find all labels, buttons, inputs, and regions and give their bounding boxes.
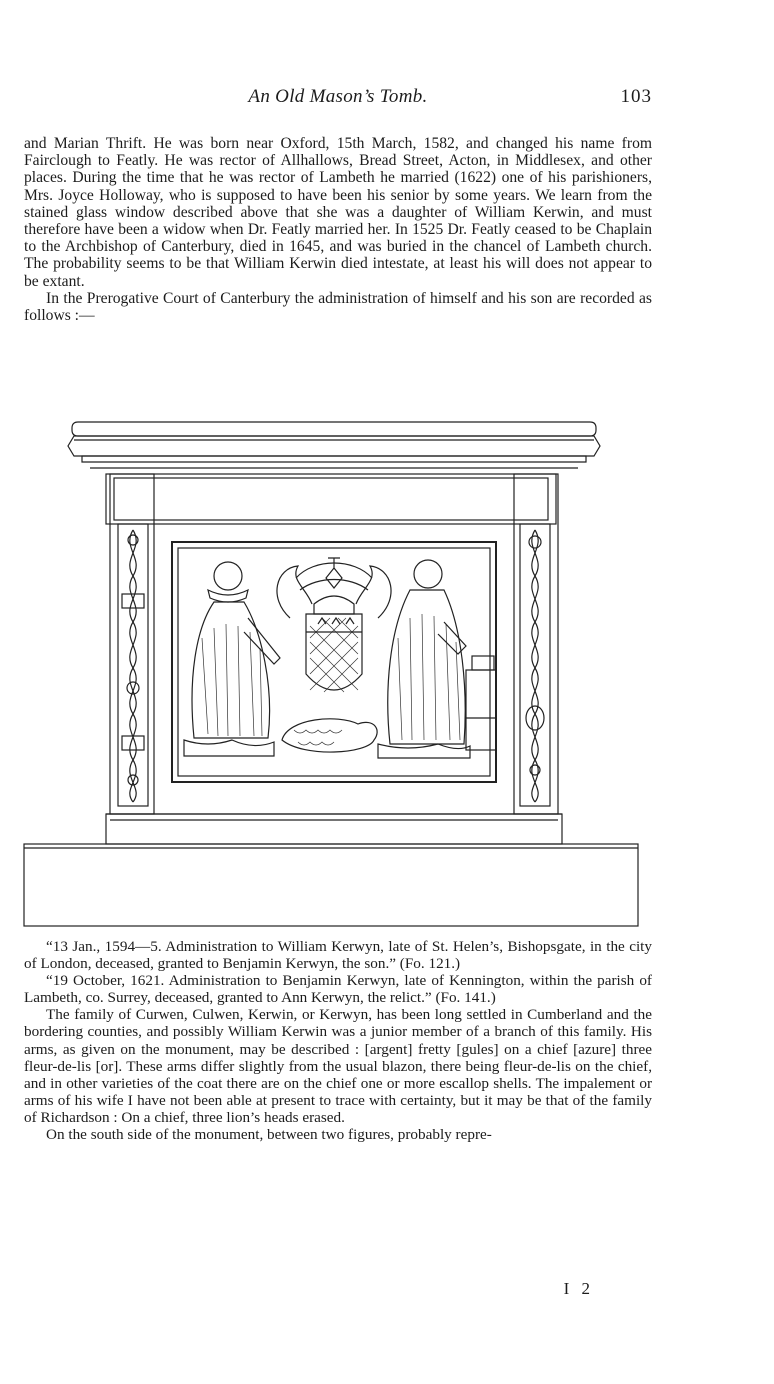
tomb-illustration bbox=[18, 418, 642, 930]
administration-record-1: “13 Jan., 1594—5. Administration to William Kerwyn, late of St. Helen’s, Bishopsgate, in the city of London, deceased, granted to Benjamin Kerwyn, the son.” (Fo. 121.) bbox=[24, 938, 652, 973]
top-text-block bbox=[24, 135, 652, 324]
paragraph-continued: and Marian Thrift. He was born near Oxford, 15th March, 1582, and changed his name from Fairclough to Featly. He was rector of Allhallows, Bread Street, Acton, in Middlesex, and other places. During the time that he was rector of Lambeth he married (1622) one of his parishioners, Mrs. Joyce Holloway, who is supposed to have been his senior by some years. We learn from the stained glass window described above that she was a daughter of William Kerwin, and must therefore have been a widow when Dr. Featly married her. In 1525 Dr. Featly ceased to be Chaplain to the Archbishop of Canterbury, died in 1645, and was buried in the chancel of Lambeth church. The probability seems to be that William Kerwin died intestate, at least his will does not appear to be extant. bbox=[24, 135, 652, 290]
paragraph-kerwin-family: The family of Curwen, Culwen, Kerwin, or Kerwyn, has been long settled in Cumberland and the bordering counties, and possibly William Kerwin was a junior member of a branch of this family. His arms, as given on the monument, may be described : [argent] fretty [gules] on a chief [azure] three fleur-de-lis [or]. These arms differ slightly from the usual blazon, there being fleur-de-lis on the chief, and in other varieties of the coat there are on the chief one or more escallop shells. The impalement or arms of his wife I have not been able at present to trace with certainty, but it may be that of the family of Richardson : On a chief, three lion’s heads erased. bbox=[24, 1006, 652, 1126]
tomb-engraving-svg bbox=[18, 418, 642, 930]
administration-record-2: “19 October, 1621. Administration to Benjamin Kerwyn, late of Kennington, within the parish of Lambeth, co. Surrey, deceased, granted to Ann Kerwyn, the relict.” (Fo. 141.) bbox=[24, 972, 652, 1007]
bottom-text-block bbox=[24, 938, 652, 1143]
running-title: An Old Mason’s Tomb. bbox=[248, 86, 428, 107]
page-number: 103 bbox=[620, 86, 652, 107]
paragraph-prerogative-court: In the Prerogative Court of Canterbury the administration of himself and his son are recorded as follows :— bbox=[24, 289, 652, 325]
signature-mark: I 2 bbox=[563, 1279, 594, 1298]
paragraph-south-side: On the south side of the monument, between two figures, probably repre- bbox=[46, 1126, 492, 1144]
page-header bbox=[24, 86, 652, 116]
